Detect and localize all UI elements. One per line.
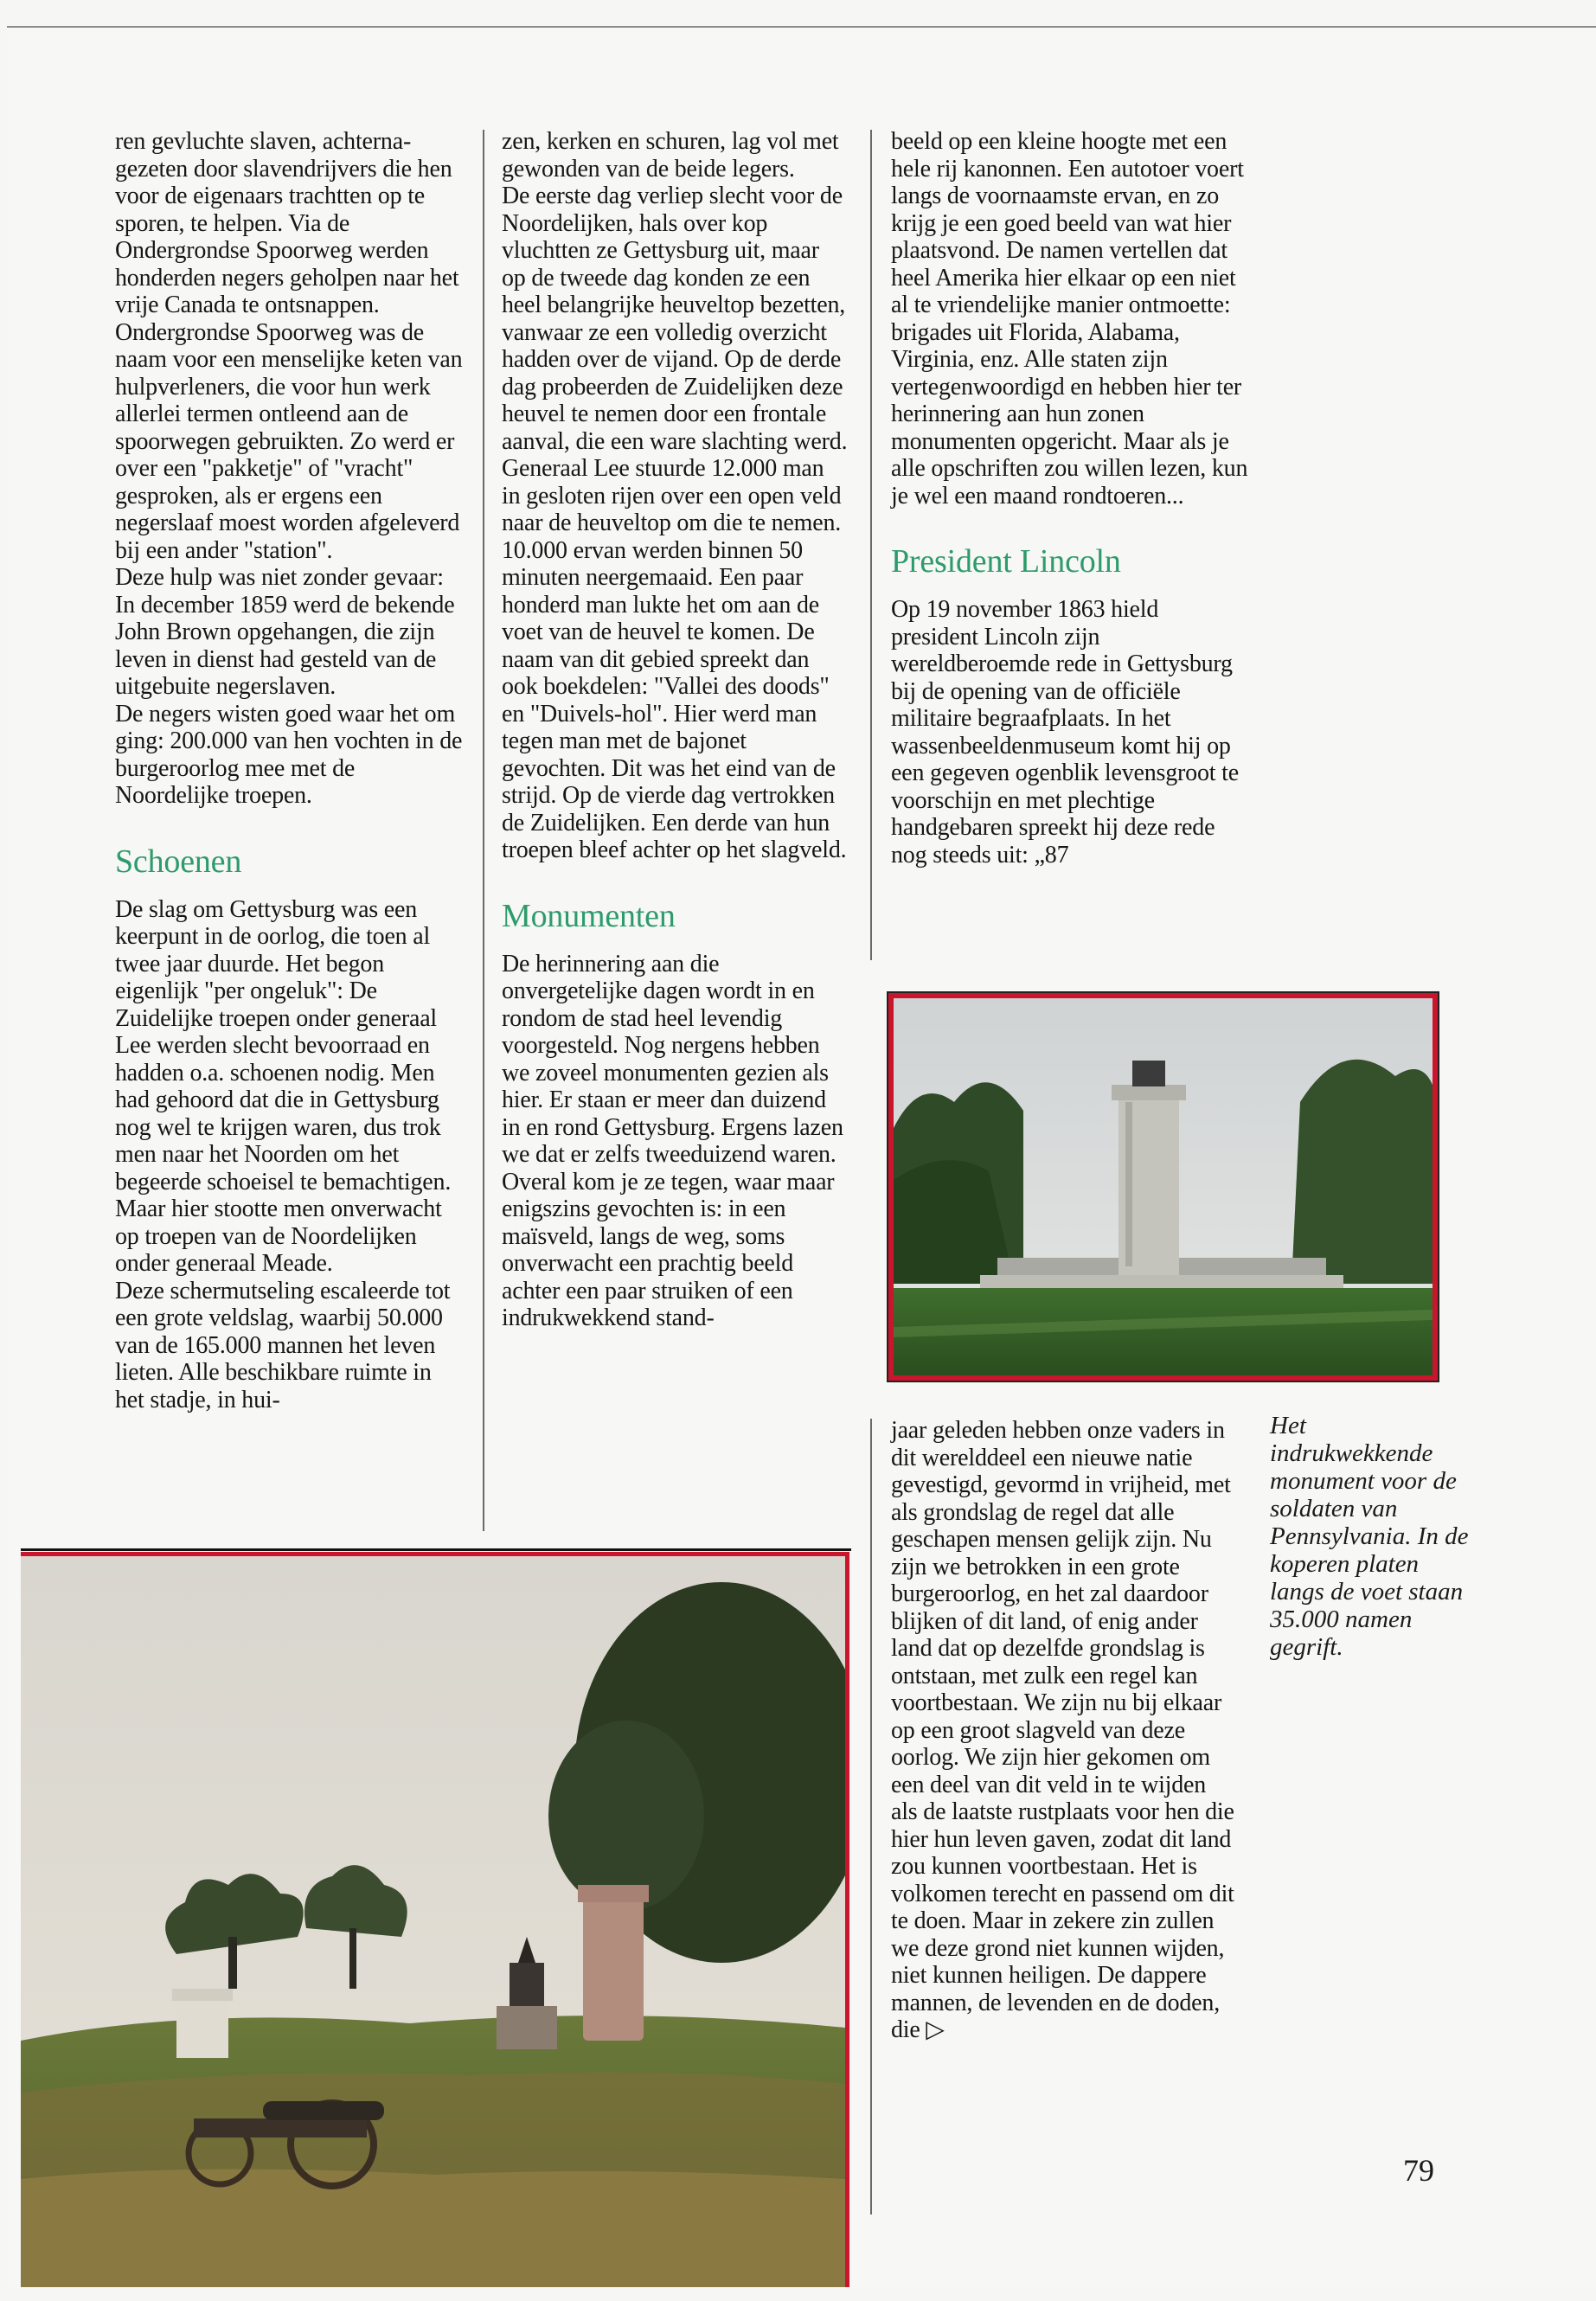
paragraph: ren gevluchte slaven, achterna-gezeten door slavendrijvers die hen voor de eigenaars trachtten op te sporen, te helpen. Via de Ondergrondse Spoorweg werden honderden negers geholpen naar het vrije Canada te ontsnappen. Ondergrondse Spoorweg was de naam voor een menselijke keten van hulpverleners, die voor hun werk allerlei termen ontleend aan de spoorwegen gebruikten. Zo werd er over een "pakketje" of "vracht" gesproken, als er ergens een negerslaaf moest worden afgeleverd bij een ander "station". [115,128,463,564]
photo-caption: Het indrukwekkende monument voor de soldaten van Pennsylvania. In de koperen platen langs de voet staan 35.000 namen gegrift. [1270,1412,1469,1661]
column-rule [870,1419,872,2214]
paragraph: zen, kerken en schuren, lag vol met gewonden van de beide legers. [502,128,839,183]
paragraph: De slag om Gettysburg was een keerpunt in de oorlog, die toen al twee jaar duurde. Het begon eigenlijk "per ongeluk": De Zuidelijke troepen onder generaal Lee werden slecht bevoorraad en hadden o.a. schoenen nodig. Men had gehoord dat die in Gettysburg nog wel te krijgen waren, dus trok men naar het Noorden om het begeerde schoeisel te bemachtigen. Maar hier stootte men onverwacht op troepen van de Noordelijken onder generaal Meade. [115,895,452,1277]
section-heading-monumenten: Monumenten [502,897,676,934]
column-rule [870,130,872,960]
monument-illustration [894,998,1433,1375]
paragraph: De negers wisten goed waar het om ging: 200.000 van hen vochten in de burgeroorlog mee met de Noordelijke troepen. [115,700,463,809]
article-column-3-continued [891,1417,1237,2044]
article-column-2 [502,128,848,1332]
paragraph: Op 19 november 1863 hield president Lincoln zijn wereldberoemde rede in Gettysburg bij de opening van de officiële militaire begraafplaats. In het wassenbeeldenmuseum komt hij op een gegeven ogenblik levensgroot te voorschijn en met plechtige handgebaren spreekt hij deze rede nog steeds uit: „87 [891,596,1239,868]
section-heading-lincoln: President Lincoln [891,543,1121,580]
paragraph: De herinnering aan die onvergetelijke dagen wordt in en rondom de stad heel levendig voorgesteld. Nog nergens hebben we zoveel monumenten gezien als hier. Er staan er meer dan duizend in en rond Gettysburg. Ergens lazen we dat er zelfs tweeduizend waren. [502,950,843,1168]
column-rule [483,130,484,1531]
section-heading-schoenen: Schoenen [115,843,242,880]
article-column-3 [891,128,1250,868]
paragraph: jaar geleden hebben onze vaders in dit werelddeel een nieuwe natie gevestigd, gevormd in vrijheid, met als grondslag de regel dat alle geschapen mensen gelijk zijn. Nu zijn we betrokken in een grote burgeroorlog, en het zal daardoor blijken of dit land, of enig ander land dat op dezelfde grondslag is ontstaan, met zulk een regel kan voortbestaan. We zijn nu bij elkaar op een groot slagveld van deze oorlog. We zijn hier gekomen om een deel van dit veld in te wijden als de laatste rustplaats voor hen die hier hun leven gaven, zodat dit land zou kunnen voortbestaan. Het is volkomen terecht en passend om dit te doen. Maar in zekere zin zullen we deze grond niet kunnen wijden, niet kunnen heiligen. De dappere mannen, de levenden en de doden, die ▷ [891,1417,1234,2043]
paragraph: De eerste dag verliep slecht voor de Noordelijken, hals over kop vluchtten ze Gettysburg uit, maar op de tweede dag konden ze een heel belangrijke heuveltop bezetten, vanwaar ze een volledig overzicht hadden over de vijand. Op de derde dag probeerden de Zuidelijken deze heuvel te nemen door een frontale aanval, die een ware slachting werd. Generaal Lee stuurde 12.000 man in gesloten rijen over een open veld naar de heuveltop om die te nemen. 10.000 ervan werden binnen 50 minuten neergemaaid. Een paar honderd man lukte het om aan de voet van de heuvel te komen. De naam van dit gebied spreekt dan ook boekdelen: "Vallei des doods" en "Duivels-hol". Hier werd man tegen man met de bajonet gevochten. Dit was het eind van de strijd. Op de vierde dag vertrokken de Zuidelijken. Een derde van hun troepen bleef achter op het slagveld. [502,183,848,863]
monument-photo [888,993,1438,1381]
paragraph: Deze schermutseling escaleerde tot een grote veldslag, waarbij 50.000 van de 165.000 mannen het leven lieten. Alle beschikbare ruimte in het stadje, in hui- [115,1277,451,1413]
paragraph: beeld op een kleine hoogte met een hele rij kanonnen. Een autotoer voert langs de voornaamste ervan, en zo krijg je een goed beeld van wat hier plaatsvond. De namen vertellen dat heel Amerika hier elkaar op een niet al te vriendelijke manier ontmoette: brigades uit Florida, Alabama, Virginia, enz. Alle staten zijn vertegenwoordigd en hebben hier ter herinnering aan hun zonen monumenten opgericht. Maar als je alle opschriften zou willen lezen, kun je wel een maand rondtoeren... [891,128,1248,510]
page-number: 79 [1403,2153,1434,2188]
article-column-1 [115,128,465,1413]
battlefield-illustration [21,1556,845,2287]
paragraph: Deze hulp was niet zonder gevaar: In december 1859 werd de bekende John Brown opgehangen, die zijn leven in dienst had gesteld van de uitgebuite negerslaven. [115,564,455,700]
battlefield-photo [21,1552,849,2287]
photo-top-edge [21,1548,851,1551]
paragraph: Overal kom je ze tegen, waar maar enigszins gevochten is: in een maïsveld, langs de weg, soms onverwacht een prachtig beeld achter een paar struiken of een indrukwekkend stand- [502,1168,835,1331]
